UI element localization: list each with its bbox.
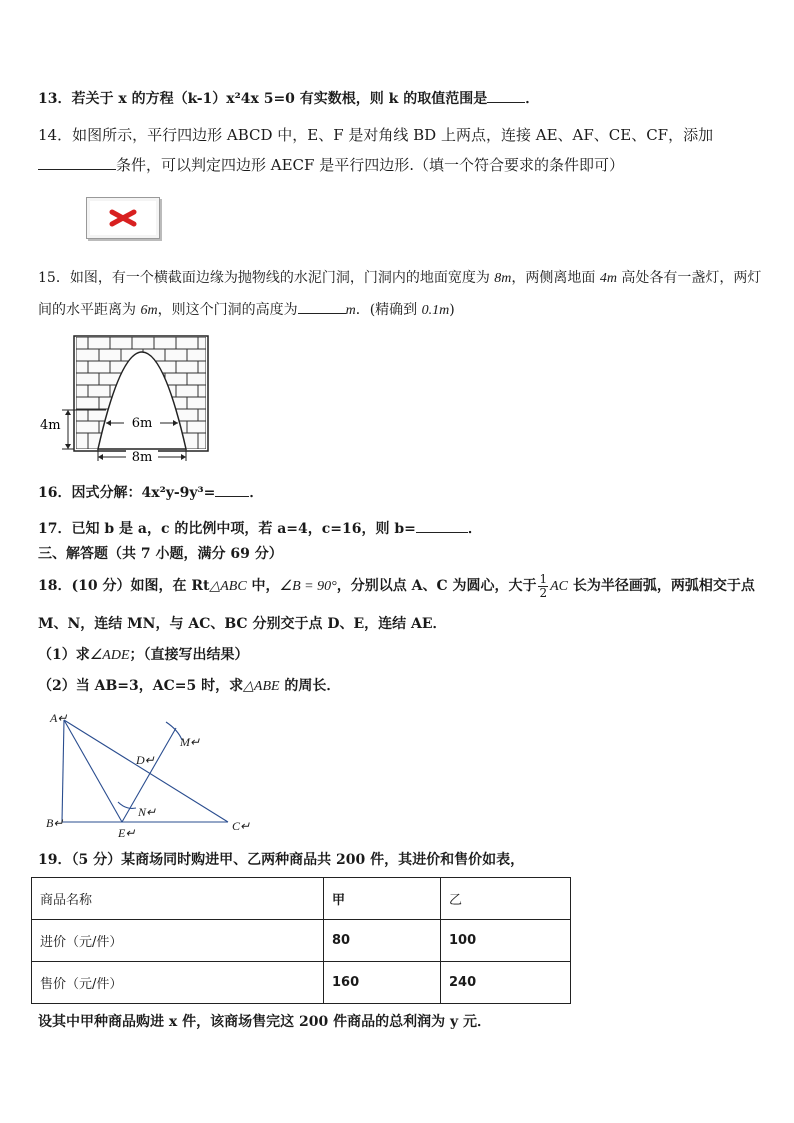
question-19-after: 设其中甲种商品购进 x 件，该商场售完这 200 件商品的总利润为 y 元． [38, 1014, 491, 1030]
price-table [31, 877, 571, 1004]
door-arch-figure [38, 333, 210, 463]
table-cell: 售价（元/件） [32, 962, 324, 1004]
text: ) [449, 302, 455, 318]
distance-value: 6m [140, 303, 158, 318]
question-15-line1 [38, 268, 761, 289]
text: ，两侧离地面 [511, 270, 600, 286]
triangle-figure [40, 706, 260, 841]
question-13 [38, 88, 539, 109]
label-a: A↵ [50, 711, 68, 725]
answer-blank [38, 155, 116, 170]
fraction-half [538, 573, 548, 600]
answer-blank [215, 482, 249, 497]
question-15-line2 [38, 299, 455, 321]
table-header-row [32, 878, 571, 920]
denominator: 2 [539, 585, 548, 600]
question-13-end: ． [525, 91, 540, 107]
angle-b: ∠B = 90° [279, 579, 337, 594]
label-8m: 8m [131, 450, 153, 463]
text: （1）求 [38, 647, 90, 663]
text: 18．(10 分）如图，在 Rt [38, 578, 210, 594]
question-18-line1 [38, 572, 755, 601]
table-cell: 160 [324, 962, 441, 1004]
text: 长为半径画弧，两弧相交于点 [568, 578, 755, 594]
triangle-abe: △ABE [243, 679, 280, 694]
triangle-abc: △ABC [209, 579, 247, 594]
question-16-end: ． [249, 485, 264, 501]
width-value: 8m [494, 271, 512, 286]
question-17 [38, 518, 482, 539]
answer-blank [416, 518, 468, 533]
text: ；（直接写出结果） [129, 647, 249, 663]
table-cell: 240 [441, 962, 571, 1004]
label-n: N↵ [138, 805, 157, 819]
question-14-line2 [38, 155, 624, 175]
table-cell: 进价（元/件） [32, 920, 324, 962]
text: （2）当 AB=3，AC=5 时，求 [38, 678, 244, 694]
numerator: 1 [539, 571, 548, 586]
section-heading: 三、解答题（共 7 小题，满分 69 分） [38, 546, 283, 562]
question-17-end: ． [467, 521, 482, 537]
question-18-sub1 [38, 645, 249, 666]
label-e: E↵ [118, 826, 136, 840]
question-18-sub2 [38, 676, 340, 697]
question-16-text: 16．因式分解：4x²y-9y³= [38, 485, 216, 501]
question-19-intro: 19．（5 分）某商场同时购进甲、乙两种商品共 200 件，其进价和售价如表， [38, 852, 525, 868]
angle-ade: ∠ADE [89, 648, 130, 663]
answer-blank [487, 88, 525, 103]
table-row [32, 962, 571, 1004]
broken-image-icon [86, 197, 160, 239]
text: 间的水平距离为 [38, 302, 141, 318]
unit: m [345, 303, 356, 318]
table-row [32, 920, 571, 962]
table-cell: 100 [441, 920, 571, 962]
text: ，则这个门洞的高度为 [157, 302, 298, 318]
label-4m: 4m [40, 418, 61, 433]
table-header-cell: 甲 [324, 878, 441, 920]
question-16 [38, 482, 263, 503]
answer-blank [298, 299, 346, 314]
table-header-cell: 商品名称 [32, 878, 324, 920]
question-13-text: 13．若关于 x 的方程（k-1）x²4x 5=0 有实数根，则 k 的取值范围是 [38, 91, 488, 107]
question-14-line2-text: 条件，可以判定四边形 AECF 是平行四边形.（填一个符合要求的条件即可） [116, 156, 624, 174]
table-cell: 80 [324, 920, 441, 962]
precision: 0.1m [421, 303, 450, 318]
table-header-cell: 乙 [441, 878, 571, 920]
label-b: B↵ [46, 816, 64, 830]
height-value: 4m [599, 271, 617, 286]
text: 中， [246, 578, 280, 594]
text: ．(精确到 [355, 302, 422, 318]
question-14-line1: 14．如图所示，平行四边形 ABCD 中，E、F 是对角线 BD 上两点，连接 AE、AF、CE、CF，添加 [38, 126, 714, 144]
label-c: C↵ [232, 819, 251, 833]
text: 15．如图，有一个横截面边缘为抛物线的水泥门洞，门洞内的地面宽度为 [38, 270, 495, 286]
label-6m: 6m [131, 416, 153, 431]
text: 的周长． [279, 678, 341, 694]
label-d: D↵ [136, 753, 155, 767]
question-17-text: 17．已知 b 是 a，c 的比例中项，若 a=4，c=16，则 b= [38, 521, 416, 537]
segment-ac: AC [550, 579, 568, 594]
text: ，分别以点 A、C 为圆心，大于 [336, 578, 537, 594]
text: 高处各有一盏灯，两灯 [616, 270, 762, 286]
label-m: M↵ [180, 735, 201, 749]
question-18-line2: M、N，连结 MN，与 AC、BC 分别交于点 D、E，连结 AE． [38, 616, 447, 632]
